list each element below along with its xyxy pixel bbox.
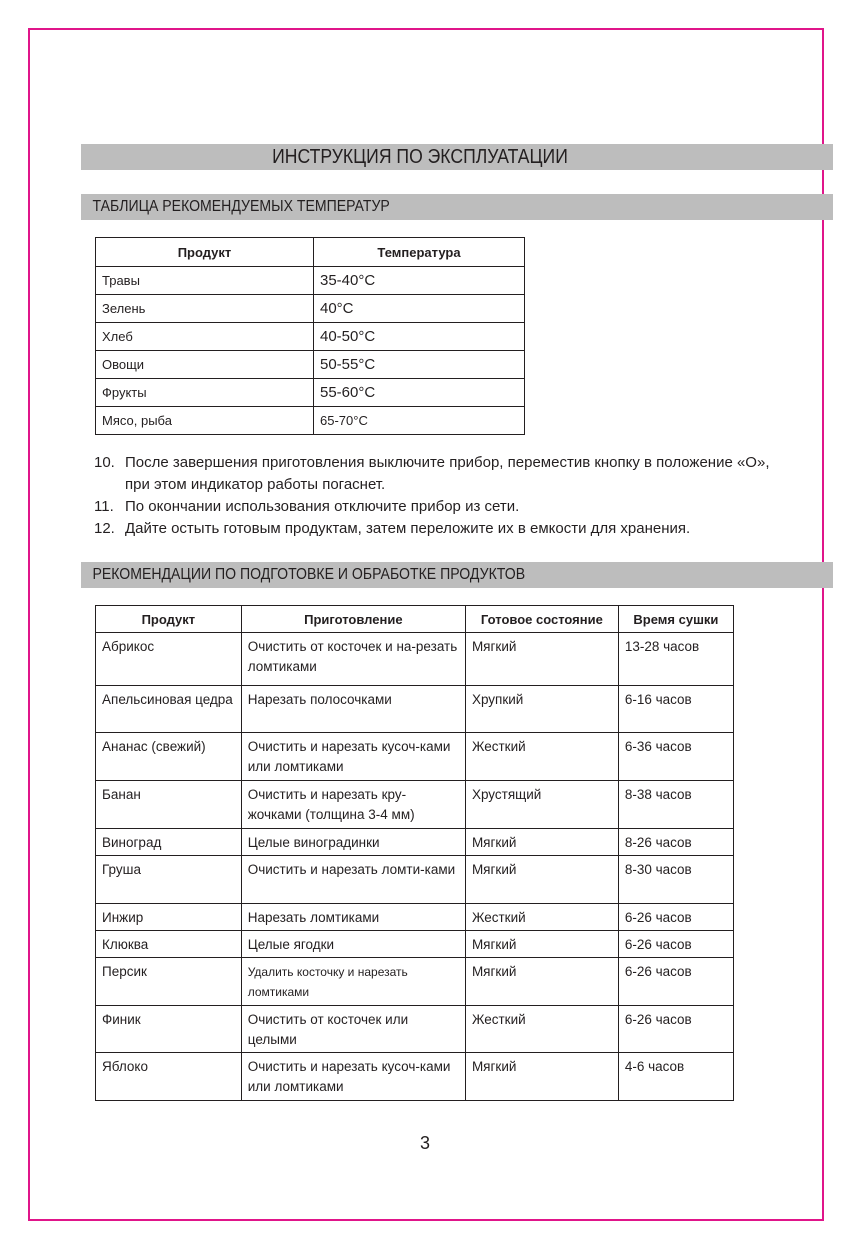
cell-preparation: Удалить косточку и нарезать ломтиками xyxy=(241,958,465,1006)
cell-ready-state: Мягкий xyxy=(465,958,618,1006)
table-header-row xyxy=(96,606,734,633)
table-row xyxy=(96,686,734,733)
cell-ready-state: Жесткий xyxy=(465,904,618,931)
cell-preparation: Очистить от косточек и на-резать ломтиками xyxy=(241,633,465,686)
cell-drying-time: 6-16 часов xyxy=(618,686,733,733)
column-header-temperature: Температура xyxy=(314,238,525,267)
cell-product: Груша xyxy=(96,856,242,904)
cell-preparation: Очистить и нарезать кусоч-ками или ломтиками xyxy=(241,733,465,781)
cell-product: Травы xyxy=(96,267,314,295)
table-row xyxy=(96,1053,734,1101)
cell-drying-time: 4-6 часов xyxy=(618,1053,733,1101)
table-row xyxy=(96,958,734,1006)
cell-product: Банан xyxy=(96,781,242,829)
column-header-preparation: Приготовление xyxy=(241,606,465,633)
cell-drying-time: 6-26 часов xyxy=(618,1006,733,1053)
column-header-ready-state: Готовое состояние xyxy=(465,606,618,633)
table-row xyxy=(96,733,734,781)
step-text: После завершения приготовления выключите прибор, переместив кнопку в положение «О», при этом индикатор работы погаснет. xyxy=(125,454,770,493)
cell-product: Апельсиновая цедра xyxy=(96,686,242,733)
cell-temperature: 55-60°C xyxy=(314,379,525,407)
cell-drying-time: 6-26 часов xyxy=(618,904,733,931)
cell-product: Абрикос xyxy=(96,633,242,686)
cell-preparation: Очистить и нарезать кру-жочками (толщина 3-4 мм) xyxy=(241,781,465,829)
cell-preparation: Целые ягодки xyxy=(241,931,465,958)
cell-drying-time: 13-28 часов xyxy=(618,633,733,686)
cell-ready-state: Мягкий xyxy=(465,1053,618,1101)
cell-product: Финик xyxy=(96,1006,242,1053)
step-text: Дайте остыть готовым продуктам, затем переложите их в емкости для хранения. xyxy=(125,520,691,537)
step-number: 11. xyxy=(94,498,114,515)
cell-preparation: Целые виноградинки xyxy=(241,829,465,856)
cell-preparation: Нарезать полосочками xyxy=(241,686,465,733)
section-title: РЕКОМЕНДАЦИИ ПО ПОДГОТОВКЕ И ОБРАБОТКЕ ПРОДУКТОВ xyxy=(92,566,526,583)
section-heading-temperatures xyxy=(81,194,833,220)
page-title-bar xyxy=(81,144,833,170)
temperature-table xyxy=(95,237,525,435)
cell-drying-time: 8-38 часов xyxy=(618,781,733,829)
table-row xyxy=(96,351,525,379)
step-item xyxy=(94,452,774,496)
column-header-drying-time: Время сушки xyxy=(618,606,733,633)
cell-drying-time: 8-30 часов xyxy=(618,856,733,904)
cell-preparation: Нарезать ломтиками xyxy=(241,904,465,931)
column-header-product: Продукт xyxy=(96,238,314,267)
table-row xyxy=(96,904,734,931)
cell-product: Яблоко xyxy=(96,1053,242,1101)
preparation-table xyxy=(95,605,734,1101)
table-row xyxy=(96,267,525,295)
cell-product: Виноград xyxy=(96,829,242,856)
cell-product: Хлеб xyxy=(96,323,314,351)
cell-ready-state: Мягкий xyxy=(465,633,618,686)
step-item xyxy=(94,496,774,518)
cell-temperature: 35-40°C xyxy=(314,267,525,295)
cell-temperature: 40°C xyxy=(314,295,525,323)
section-heading-preparation xyxy=(81,562,833,588)
cell-product: Клюква xyxy=(96,931,242,958)
table-header-row xyxy=(96,238,525,267)
cell-drying-time: 6-26 часов xyxy=(618,958,733,1006)
step-text: По окончании использования отключите прибор из сети. xyxy=(125,498,520,515)
cell-ready-state: Хрупкий xyxy=(465,686,618,733)
cell-product: Ананас (свежий) xyxy=(96,733,242,781)
cell-ready-state: Мягкий xyxy=(465,856,618,904)
table-row xyxy=(96,323,525,351)
cell-temperature: 65-70°C xyxy=(314,407,525,435)
column-header-product: Продукт xyxy=(96,606,242,633)
cell-drying-time: 6-26 часов xyxy=(618,931,733,958)
cell-product: Овощи xyxy=(96,351,314,379)
cell-ready-state: Мягкий xyxy=(465,829,618,856)
table-row xyxy=(96,633,734,686)
cell-drying-time: 8-26 часов xyxy=(618,829,733,856)
cell-product: Инжир xyxy=(96,904,242,931)
section-title: ТАБЛИЦА РЕКОМЕНДУЕМЫХ ТЕМПЕРАТУР xyxy=(92,198,390,215)
cell-product: Мясо, рыба xyxy=(96,407,314,435)
cell-product: Зелень xyxy=(96,295,314,323)
page-title: ИНСТРУКЦИЯ ПО ЭКСПЛУАТАЦИИ xyxy=(272,146,568,168)
step-number: 10. xyxy=(94,454,115,471)
cell-preparation: Очистить от косточек или целыми xyxy=(241,1006,465,1053)
cell-drying-time: 6-36 часов xyxy=(618,733,733,781)
table-row xyxy=(96,379,525,407)
cell-product: Персик xyxy=(96,958,242,1006)
table-row xyxy=(96,407,525,435)
table-row xyxy=(96,781,734,829)
cell-product: Фрукты xyxy=(96,379,314,407)
table-row xyxy=(96,931,734,958)
cell-ready-state: Жесткий xyxy=(465,1006,618,1053)
cell-temperature: 40-50°C xyxy=(314,323,525,351)
table-row xyxy=(96,829,734,856)
cell-temperature: 50-55°C xyxy=(314,351,525,379)
table-row xyxy=(96,295,525,323)
step-item xyxy=(94,518,774,540)
step-number: 12. xyxy=(94,520,115,537)
cell-ready-state: Мягкий xyxy=(465,931,618,958)
table-row xyxy=(96,1006,734,1053)
table-row xyxy=(96,856,734,904)
cell-ready-state: Хрустящий xyxy=(465,781,618,829)
page-number: 3 xyxy=(419,1133,430,1153)
cell-preparation: Очистить и нарезать ломти-ками xyxy=(241,856,465,904)
cell-preparation: Очистить и нарезать кусоч-ками или ломтиками xyxy=(241,1053,465,1101)
instruction-steps xyxy=(94,452,774,540)
cell-ready-state: Жесткий xyxy=(465,733,618,781)
